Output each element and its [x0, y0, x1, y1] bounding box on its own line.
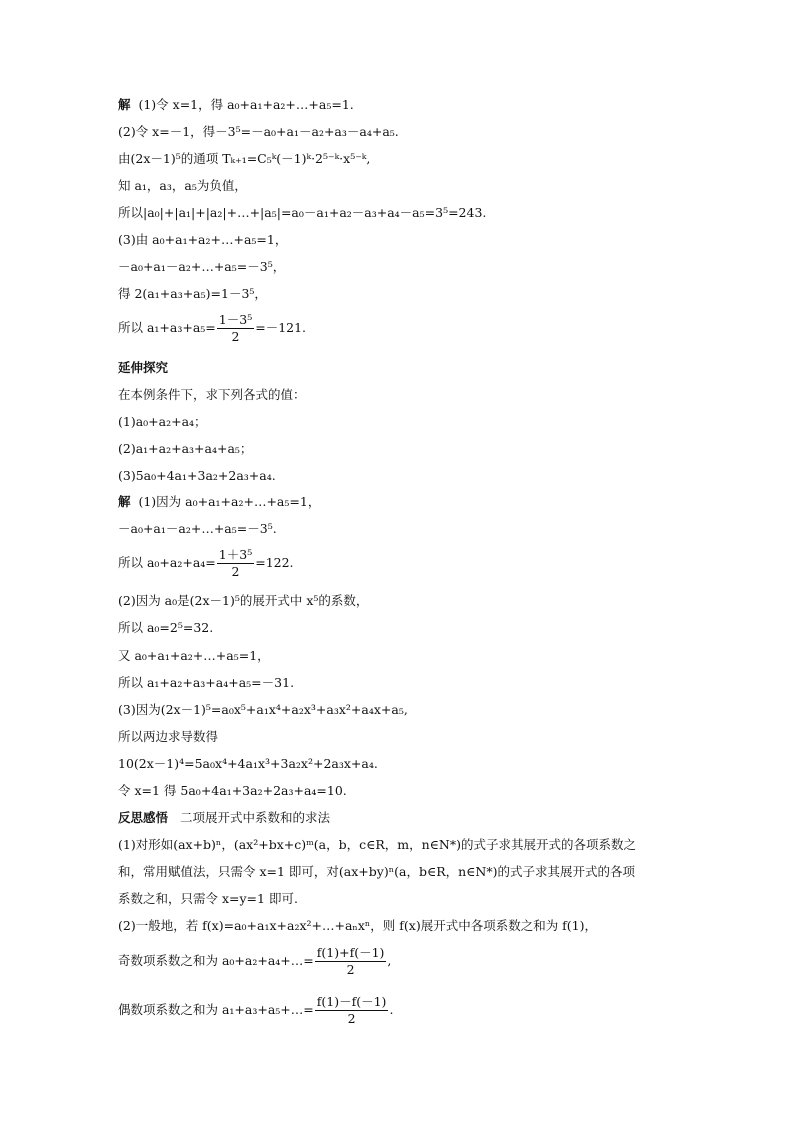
fraction-denominator: 2	[347, 1011, 356, 1026]
even-suffix: .	[389, 1002, 394, 1017]
extension-question-2: (2)a₁+a₂+a₃+a₄+a₅；	[118, 441, 253, 456]
s1c-suffix: =122.	[255, 555, 294, 570]
odd-prefix: 奇数项系数之和为 a₀+a₂+a₄+…=	[118, 953, 314, 968]
solution-two-s2a: (2)因为 a₀是(2x－1)⁵的展开式中 x⁵的系数，	[118, 593, 369, 608]
solution-two-s3b: 所以两边求导数得	[118, 729, 219, 744]
general-term-line: 由(2x－1)⁵的通项 Tₖ₊₁=C₅ᵏ(－1)ᵏ·2⁵⁻ᵏ·x⁵⁻ᵏ,	[118, 151, 371, 166]
part3-d-prefix: 所以 a₁+a₃+a₅=	[118, 320, 216, 335]
reflection-heading: 反思感悟	[118, 810, 169, 825]
reflection-heading-line	[118, 810, 330, 826]
solution-two-s1a-text: (1)因为 a₀+a₁+a₂+…+a₅=1，	[138, 494, 321, 509]
part3-line-c: 得 2(a₁+a₃+a₅)=1－3⁵，	[118, 286, 267, 301]
solution-one-part1-text: (1)令 x=1，得 a₀+a₁+a₂+…+a₅=1.	[138, 97, 354, 112]
fraction-numerator: 1－3⁵	[218, 312, 253, 327]
fraction	[315, 946, 387, 977]
solution-two-s1a	[118, 494, 320, 510]
fraction-denominator: 2	[231, 329, 240, 344]
negative-values-line: 知 a₁，a₃，a₅为负值，	[118, 178, 247, 193]
part3-d-suffix: =－121.	[255, 320, 307, 335]
solution-two-s3a: (3)因为(2x－1)⁵=a₀x⁵+a₁x⁴+a₂x³+a₃x²+a₄x+a₅,	[118, 702, 408, 717]
solution-two-s1b: －a₀+a₁－a₂+…+a₅=－3⁵.	[118, 521, 277, 536]
fraction-numerator: 1＋3⁵	[218, 547, 253, 562]
reflection-p1-b: 和，常用赋值法，只需令 x=1 即可，对(ax+by)ⁿ(a，b∈R，n∈N*)的式子求其展开式的各项	[118, 864, 635, 879]
solution-two-s3d: 令 x=1 得 5a₀+4a₁+3a₂+2a₃+a₄=10.	[118, 783, 347, 798]
fraction	[217, 313, 254, 344]
reflection-title: 二项展开式中系数和的求法	[179, 810, 330, 825]
solution-label: 解	[118, 494, 131, 509]
fraction-denominator: 2	[346, 962, 355, 977]
reflection-p2-a: (2)一般地，若 f(x)=a₀+a₁x+a₂x²+…+aₙxⁿ，则 f(x)展开式中各项系数之和为 f(1)，	[118, 918, 598, 933]
part3-line-b: －a₀+a₁－a₂+…+a₅=－3⁵，	[118, 259, 286, 274]
solution-one-part1	[118, 97, 354, 113]
odd-suffix: ,	[387, 953, 392, 968]
extension-intro: 在本例条件下，求下列各式的值：	[118, 387, 306, 402]
extension-heading: 延伸探究	[118, 360, 169, 375]
extension-question-1: (1)a₀+a₂+a₄；	[118, 414, 207, 429]
fraction-numerator: f(1)－f(－1)	[316, 994, 387, 1009]
fraction	[217, 548, 254, 579]
solution-two-s2b: 所以 a₀=2⁵=32.	[118, 620, 214, 635]
solution-two-s3c: 10(2x－1)⁴=5a₀x⁴+4a₁x³+3a₂x²+2a₃x+a₄.	[118, 756, 378, 771]
solution-one-part2: (2)令 x=－1，得－3⁵=－a₀+a₁－a₂+a₃－a₄+a₅.	[118, 124, 399, 139]
reflection-odd-sum	[118, 946, 391, 977]
reflection-p1-c: 系数之和，只需令 x=y=1 即可.	[118, 891, 298, 906]
extension-question-3: (3)5a₀+4a₁+3a₂+2a₃+a₄.	[118, 468, 276, 483]
solution-two-s2d: 所以 a₁+a₂+a₃+a₄+a₅=－31.	[118, 675, 295, 690]
solution-label: 解	[118, 97, 131, 112]
reflection-even-sum	[118, 995, 393, 1026]
solution-two-s1c	[118, 548, 294, 579]
fraction-numerator: f(1)+f(－1)	[316, 945, 385, 960]
part3-line-a: (3)由 a₀+a₁+a₂+…+a₅=1，	[118, 232, 288, 247]
fraction	[315, 995, 389, 1026]
even-prefix: 偶数项系数之和为 a₁+a₃+a₅+…=	[118, 1002, 314, 1017]
solution-two-s2c: 又 a₀+a₁+a₂+…+a₅=1，	[118, 648, 270, 663]
s1c-prefix: 所以 a₀+a₂+a₄=	[118, 555, 216, 570]
reflection-p1-a: (1)对形如(ax+b)ⁿ，(ax²+bx+c)ᵐ(a，b，c∈R，m，n∈N*)的式子求其展开式的各项系数之	[118, 837, 636, 852]
fraction-denominator: 2	[231, 564, 240, 579]
part3-line-d	[118, 313, 306, 344]
abs-sum-line: 所以|a₀|+|a₁|+|a₂|+…+|a₅|=a₀－a₁+a₂－a₃+a₄－a₅=3⁵=243.	[118, 205, 487, 220]
